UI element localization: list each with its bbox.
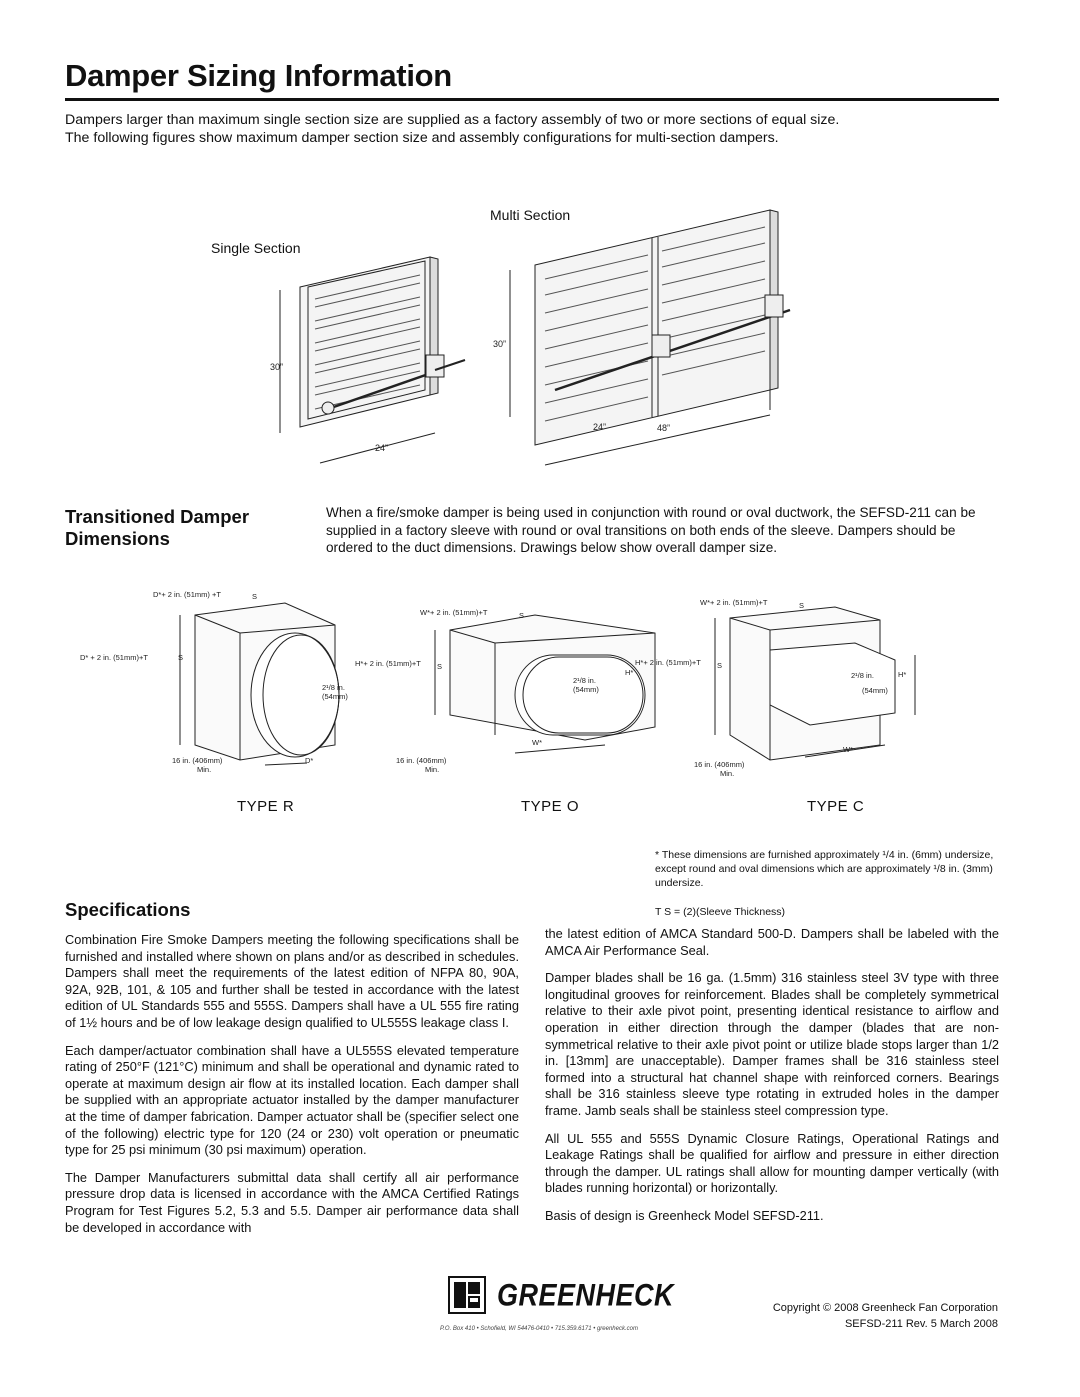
svg-text:(54mm): (54mm) (573, 685, 599, 694)
type-o-min: 16 in. (406mm) (396, 756, 447, 765)
single-section-label: Single Section (211, 240, 301, 256)
type-o-label: TYPE O (521, 798, 580, 815)
greenheck-logo: GREENHECK (497, 1278, 675, 1313)
footer-copyright: Copyright © 2008 Greenheck Fan Corporation SEFSD-211 Rev. 5 March 2008 (772, 1302, 998, 1330)
multi-total-width-dim: 48” (657, 423, 671, 433)
type-r-label: TYPE R (237, 798, 295, 815)
type-o-top-dim: W*+ 2 in. (51mm)+T (420, 608, 488, 617)
multi-section-label: Multi Section (490, 207, 571, 223)
type-c-h: H* (898, 670, 907, 679)
type-r-depth: 2¹/8 in. (322, 683, 345, 692)
transitioned-text: When a fire/smoke damper is being used in conjunction with round or oval ductwork, the SEFSD-211 can be supplied in a factory sleeve with round or oval transitions on both ends of the sleeve. Dampers should be ordered to the duct dimensions. Drawings below show overall damper size. (326, 505, 976, 556)
footnote: * These dimensions are furnished approximately ¹/4 in. (6mm) undersize, except round and oval dimensions which are approximately ¹/8 in. (3mm) undersize. (655, 849, 994, 889)
type-r-side-dim: D* + 2 in. (51mm)+T (80, 653, 148, 662)
type-o-depth: 2¹/8 in. (573, 676, 596, 685)
transitioned-heading: Transitioned Damper Dimensions (65, 506, 250, 549)
svg-text:Min.: Min. (720, 769, 735, 778)
specifications-heading: Specifications (65, 899, 191, 920)
ts-definition: T S = (2)(Sleeve Thickness) (655, 906, 786, 918)
svg-text:S: S (178, 653, 184, 662)
type-c-w: W* (843, 745, 853, 754)
svg-text:(54mm): (54mm) (322, 692, 348, 701)
svg-text:Min.: Min. (197, 765, 212, 774)
multi-damper-drawing (510, 210, 790, 465)
single-damper-drawing (280, 257, 465, 463)
intro-text: Dampers larger than maximum single section size are supplied as a factory assembly of two or more sections of equal size. The following figures show maximum damper section size and assembly configurations for multi-section dampers. (65, 112, 840, 146)
type-c-drawing (715, 607, 915, 760)
svg-text:S: S (799, 601, 805, 610)
svg-text:S: S (437, 662, 443, 671)
svg-text:(54mm): (54mm) (862, 686, 888, 695)
multi-section-width-dim: 24” (593, 422, 607, 432)
svg-text:Min.: Min. (425, 765, 440, 774)
damper-sizing-illustration (260, 195, 820, 480)
greenheck-logo-mark (448, 1276, 492, 1316)
type-o-h: H* (625, 668, 634, 677)
type-c-top-dim: W*+ 2 in. (51mm)+T (700, 598, 768, 607)
type-o-w: W* (532, 738, 542, 747)
spec-column-left: Combination Fire Smoke Dampers meeting the following specifications shall be furnished and installed where shown on plans and/or as described in schedules. Dampers shall meet the requirements of the latest edition of NFPA 80, 90A, 92A, 92B, 101, & 105 and further shall be tested in accordance with the latest edition of UL Standards 555 and 555S. Dampers shall have a UL 555 fire rating of 1½ hours and be of low leakage design qualified to UL555S leakage class I. Each damper/actuator combination shall have a UL555S elevated temperature rating of 250°F (121°C) minimum and shall be operational and dynamic rated to operate at maximum design air flow at its installed location. Each damper shall be supplied with an appropriate actuator installed by the damper manufacturer at the time of damper fabrication. Damper actuator shall be (specifier select one of the following) electric type for 120 (24 or 230) volt operation or pneumatic type for 25 psi minimum (30 psi maximum) operation. The Damper Manufacturers submittal data shall certify all air performance pressure drop data is licensed in accordance with the AMCA Certified Ratings Program for Test Figures 5.2, 5.3 and 5.5. Damper air performance data shall be developed in accordance with (65, 932, 519, 1235)
type-r-d: D* (305, 756, 314, 765)
single-height-dim: 30” (270, 362, 284, 372)
title-rule (65, 98, 999, 101)
page-title: Damper Sizing Information (65, 58, 452, 93)
transition-type-drawings (65, 585, 1010, 780)
type-r-min: 16 in. (406mm) (172, 756, 223, 765)
svg-text:S: S (252, 592, 258, 601)
type-c-side-dim: H*+ 2 in. (51mm)+T (635, 658, 701, 667)
type-c-label: TYPE C (807, 798, 865, 815)
type-r-drawing (180, 603, 339, 765)
type-r-top-dim: D*+ 2 in. (51mm) +T (153, 590, 221, 599)
multi-height-dim: 30” (493, 339, 507, 349)
svg-text:S: S (717, 661, 723, 670)
type-c-min: 16 in. (406mm) (694, 760, 745, 769)
type-c-depth: 2¹/8 in. (851, 671, 874, 680)
type-o-drawing (435, 615, 655, 753)
single-width-dim: 24” (375, 443, 389, 453)
footer-address: P.O. Box 410 • Schofield, WI 54476-0410 • 715.359.6171 • greenheck.com (440, 1326, 638, 1332)
type-o-side-dim: H*+ 2 in. (51mm)+T (355, 659, 421, 668)
spec-column-right: the latest edition of AMCA Standard 500-D. Dampers shall be labeled with the AMCA Air Performance Seal. Damper blades shall be 16 ga. (1.5mm) 316 stainless steel 3V type with three longitudinal grooves for reinforcement. Blades shall be completely symmetrical relative to their axle pivot point, presenting identical resistance to airflow and operation in either direction through the damper (blades that are non-symmetrical relative to their axle pivot point or utilize blade stops larger than 1/2 in. [13mm] are unacceptable). Damper frames shall be 316 stainless steel formed into a structural hat channel shape with reinforced corners. Bearings shall be 316 stainless sleeve type rotating in extruded holes in the damper frame. Jamb seals shall be stainless steel compression type. All UL 555 and 555S Dynamic Closure Ratings, Operational Ratings and Leakage Ratings shall be qualified for airflow and pressure in either direction through the damper. UL ratings shall allow for mounting damper vertically (with blades running horizontal) or horizontally. Basis of design is Greenheck Model SEFSD-211. (545, 926, 999, 1223)
svg-text:S: S (519, 611, 525, 620)
